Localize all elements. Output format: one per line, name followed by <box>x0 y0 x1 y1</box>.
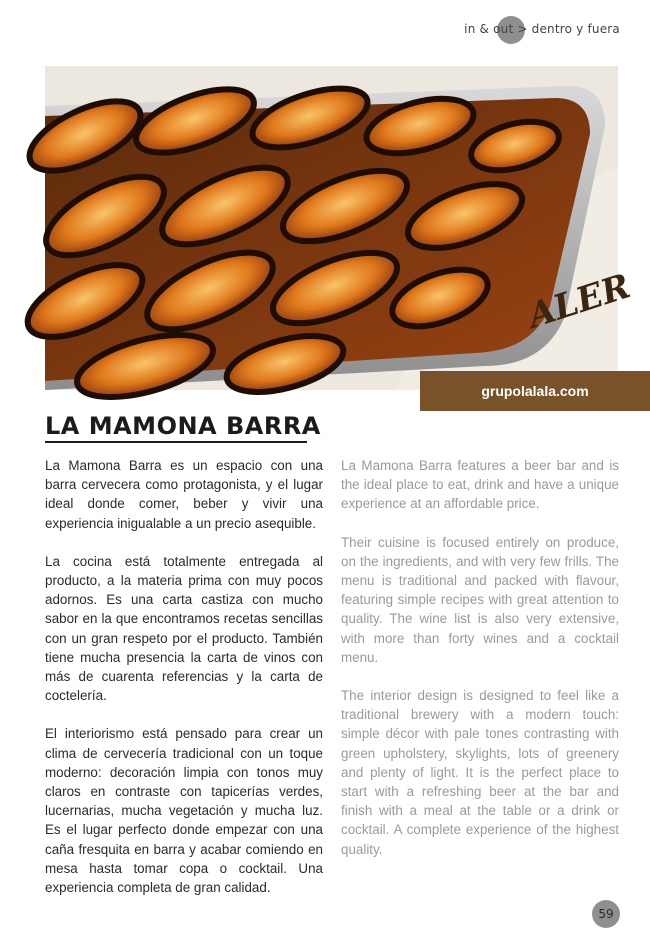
page-number-text: 59 <box>598 907 614 921</box>
article-title: LA MAMONA BARRA <box>45 412 321 440</box>
hero-photo <box>45 66 636 390</box>
page-number <box>592 900 620 928</box>
english-paragraph-3: The interior design is designed to feel like a traditional brewery with a modern touch: simple décor with pale tones contrasting with green upholstery, skylights, lots of greenery and plenty of light. It is the perfect place to start with a refreshing beer at the bar and finish with a meal at the table or a drink or cocktail. A complete experience of the highest quality. <box>341 688 619 857</box>
spanish-paragraph-3: El interiorismo está pensado para crear un clima de cervecería tradicional con un toque moderno: decoración limpia con tonos muy claros en contraste con tapicerías verdes, lucernarias, mucha vegetación y mucha luz. Es el lugar perfecto donde empezar con una caña fresquita en barra y acabar comiendo en mesa hasta tomar copa o cocktail. Una experiencia completa de gran calidad. <box>45 726 323 896</box>
photo-credit <box>420 371 650 411</box>
mussels-tin-illustration <box>45 66 636 390</box>
spanish-column <box>45 456 323 916</box>
spanish-paragraph-1: La Mamona Barra es un espacio con una barra cervecera como protagonista, y el lugar ideal donde comer, beber y vivir una experiencia inigualable a un precio asequible. <box>45 458 323 531</box>
english-column <box>341 456 619 878</box>
spanish-paragraph-2: La cocina está totalmente entregada al producto, a la materia prima con muy pocos adornos. Es una carta castiza con mucho sabor en la que encontramos recetas sencillas con un gran respeto por el producto. También tiene mucha presencia la carta de vinos con más de cuarenta referencias y la carta de coctelería. <box>45 553 323 704</box>
photo-credit-text: grupolalala.com <box>481 383 589 399</box>
english-paragraph-2: Their cuisine is focused entirely on produce, on the ingredients, and with very few frills. The menu is traditional and packed with flavour, featuring simple recipes with great attention to quality. The wine list is also very extensive, with more than forty wines and a cocktail menu. <box>341 534 619 665</box>
section-header <box>464 22 620 36</box>
section-label: in & out > dentro y fuera <box>464 22 620 36</box>
tin-label-text: ALER <box>523 266 636 337</box>
title-underline <box>45 441 307 443</box>
english-paragraph-1: La Mamona Barra features a beer bar and is the ideal place to eat, drink and have a unique experience at an affordable price. <box>341 458 619 512</box>
